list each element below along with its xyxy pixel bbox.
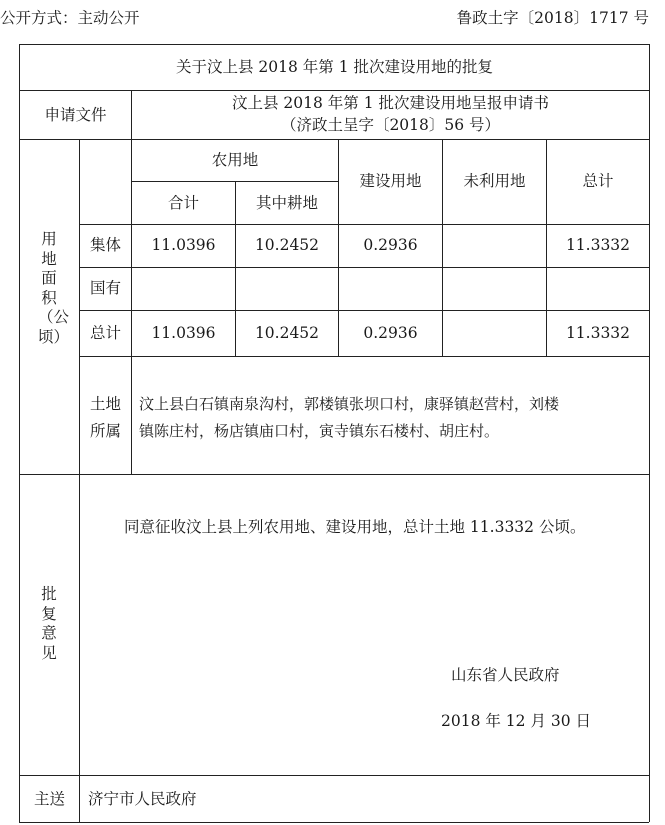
ownership-label-line-2: 所属	[89, 422, 121, 440]
cell-total: 11.3332	[565, 324, 631, 342]
header-subtotal: 合计	[167, 194, 199, 212]
header-unused: 未利用地	[463, 172, 526, 190]
cell-cultivated: 10.2452	[254, 324, 320, 342]
header-cultivated: 其中耕地	[255, 194, 318, 212]
cell-subtotal: 11.0396	[151, 236, 216, 254]
cell-construction: 0.2936	[363, 236, 418, 254]
ownership-label-line-1: 土地	[89, 395, 121, 413]
issuer: 山东省人民政府	[451, 666, 560, 684]
row-label: 国有	[89, 279, 121, 297]
approval-text: 同意征收汶上县上列农用地、建设用地，总计土地 11.3332 公顷。	[124, 518, 586, 536]
recipient-label: 主送	[33, 790, 65, 808]
ownership-text-line-2: 镇陈庄村，杨店镇庙口村，寅寺镇东石楼村、胡庄村。	[139, 422, 500, 440]
cell-construction: 0.2936	[363, 324, 418, 342]
land-area-section-label: 用地面积（公顷）	[38, 230, 70, 346]
cell-cultivated: 10.2452	[254, 236, 320, 254]
publish-mode: 公开方式：主动公开	[0, 9, 140, 27]
header-construction: 建设用地	[359, 172, 422, 190]
cell-subtotal: 11.0396	[151, 324, 216, 342]
header-total: 总计	[582, 172, 614, 190]
recipient-value: 济宁市人民政府	[88, 790, 197, 808]
ownership-text-line-1: 汶上县白石镇南泉沟村，郭楼镇张坝口村，康驿镇赵营村，刘楼	[139, 395, 560, 413]
cell-total: 11.3332	[565, 236, 631, 254]
application-line-2: （济政土呈字〔2018〕56 号）	[280, 116, 501, 134]
issue-date: 2018 年 12 月 30 日	[441, 712, 592, 730]
application-line-1: 汶上县 2018 年第 1 批次建设用地呈报申请书	[231, 94, 550, 112]
row-label: 总计	[89, 324, 121, 342]
document-number: 鲁政土字〔2018〕1717 号	[456, 9, 649, 27]
reply-title: 关于汶上县 2018 年第 1 批次建设用地的批复	[175, 58, 494, 76]
header-farmland: 农用地	[211, 151, 259, 169]
application-label: 申请文件	[44, 106, 107, 124]
approval-section-label: 批复意见	[41, 585, 57, 662]
row-label: 集体	[89, 236, 121, 254]
